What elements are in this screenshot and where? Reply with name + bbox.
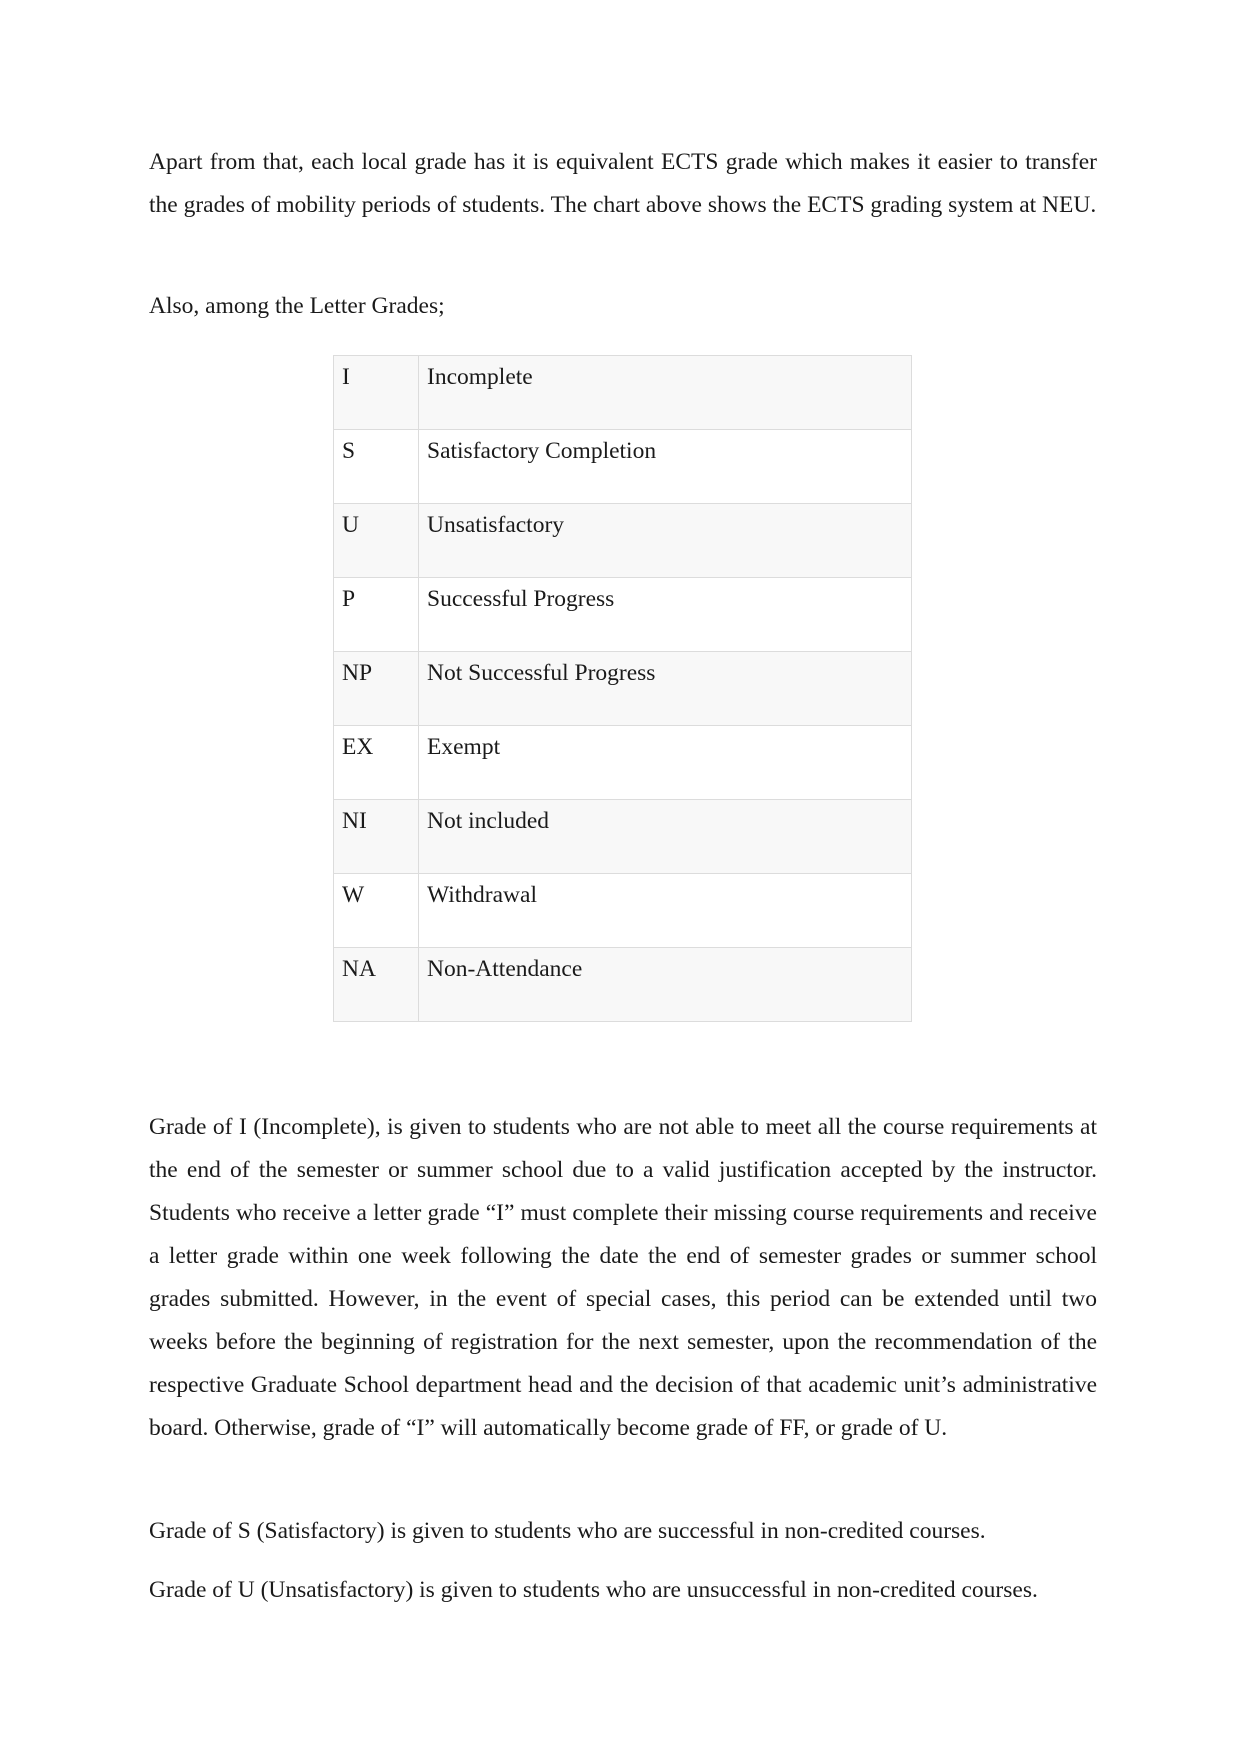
grade-code: EX (334, 726, 419, 800)
table-row (334, 652, 912, 726)
table-row (334, 874, 912, 948)
grade-meaning: Exempt (419, 726, 912, 800)
grade-code: NA (334, 948, 419, 1022)
grade-meaning: Withdrawal (419, 874, 912, 948)
grade-i-paragraph: Grade of I (Incomplete), is given to students who are not able to meet all the course requirements at the end of the semester or summer school due to a valid justification accepted by the instructor. Students who receive a letter grade “I” must complete their missing course requirements and receive a letter grade within one week following the date the end of semester grades or summer school grades submitted. However, in the event of special cases, this period can be extended until two weeks before the beginning of registration for the next semester, upon the recommendation of the respective Graduate School department head and the decision of that academic unit’s administrative board. Otherwise, grade of “I” will automatically become grade of FF, or grade of U. (149, 1114, 1097, 1441)
grade-code: W (334, 874, 419, 948)
grade-code: I (334, 356, 419, 430)
table-row (334, 504, 912, 578)
grade-code: P (334, 578, 419, 652)
grade-meaning: Incomplete (419, 356, 912, 430)
table-row (334, 430, 912, 504)
grade-s-paragraph: Grade of S (Satisfactory) is given to students who are successful in non-credited courses. (149, 1518, 986, 1544)
table-row (334, 726, 912, 800)
grade-code: S (334, 430, 419, 504)
grade-meaning: Not included (419, 800, 912, 874)
letter-grades-table (333, 355, 912, 1022)
grade-code: NP (334, 652, 419, 726)
grade-meaning: Non-Attendance (419, 948, 912, 1022)
intro-paragraph: Apart from that, each local grade has it is equivalent ECTS grade which makes it easier to transfer the grades of mobility periods of students. The chart above shows the ECTS grading system at NEU. (149, 149, 1097, 218)
table-row (334, 356, 912, 430)
grade-code: NI (334, 800, 419, 874)
grade-u-paragraph: Grade of U (Unsatisfactory) is given to students who are unsuccessful in non-credited courses. (149, 1577, 1038, 1603)
table-row (334, 578, 912, 652)
grade-meaning: Unsatisfactory (419, 504, 912, 578)
grade-meaning: Satisfactory Completion (419, 430, 912, 504)
table-row (334, 948, 912, 1022)
grade-meaning: Not Successful Progress (419, 652, 912, 726)
letter-grades-lead-in: Also, among the Letter Grades; (149, 293, 445, 319)
grade-meaning: Successful Progress (419, 578, 912, 652)
table-row (334, 800, 912, 874)
grade-code: U (334, 504, 419, 578)
